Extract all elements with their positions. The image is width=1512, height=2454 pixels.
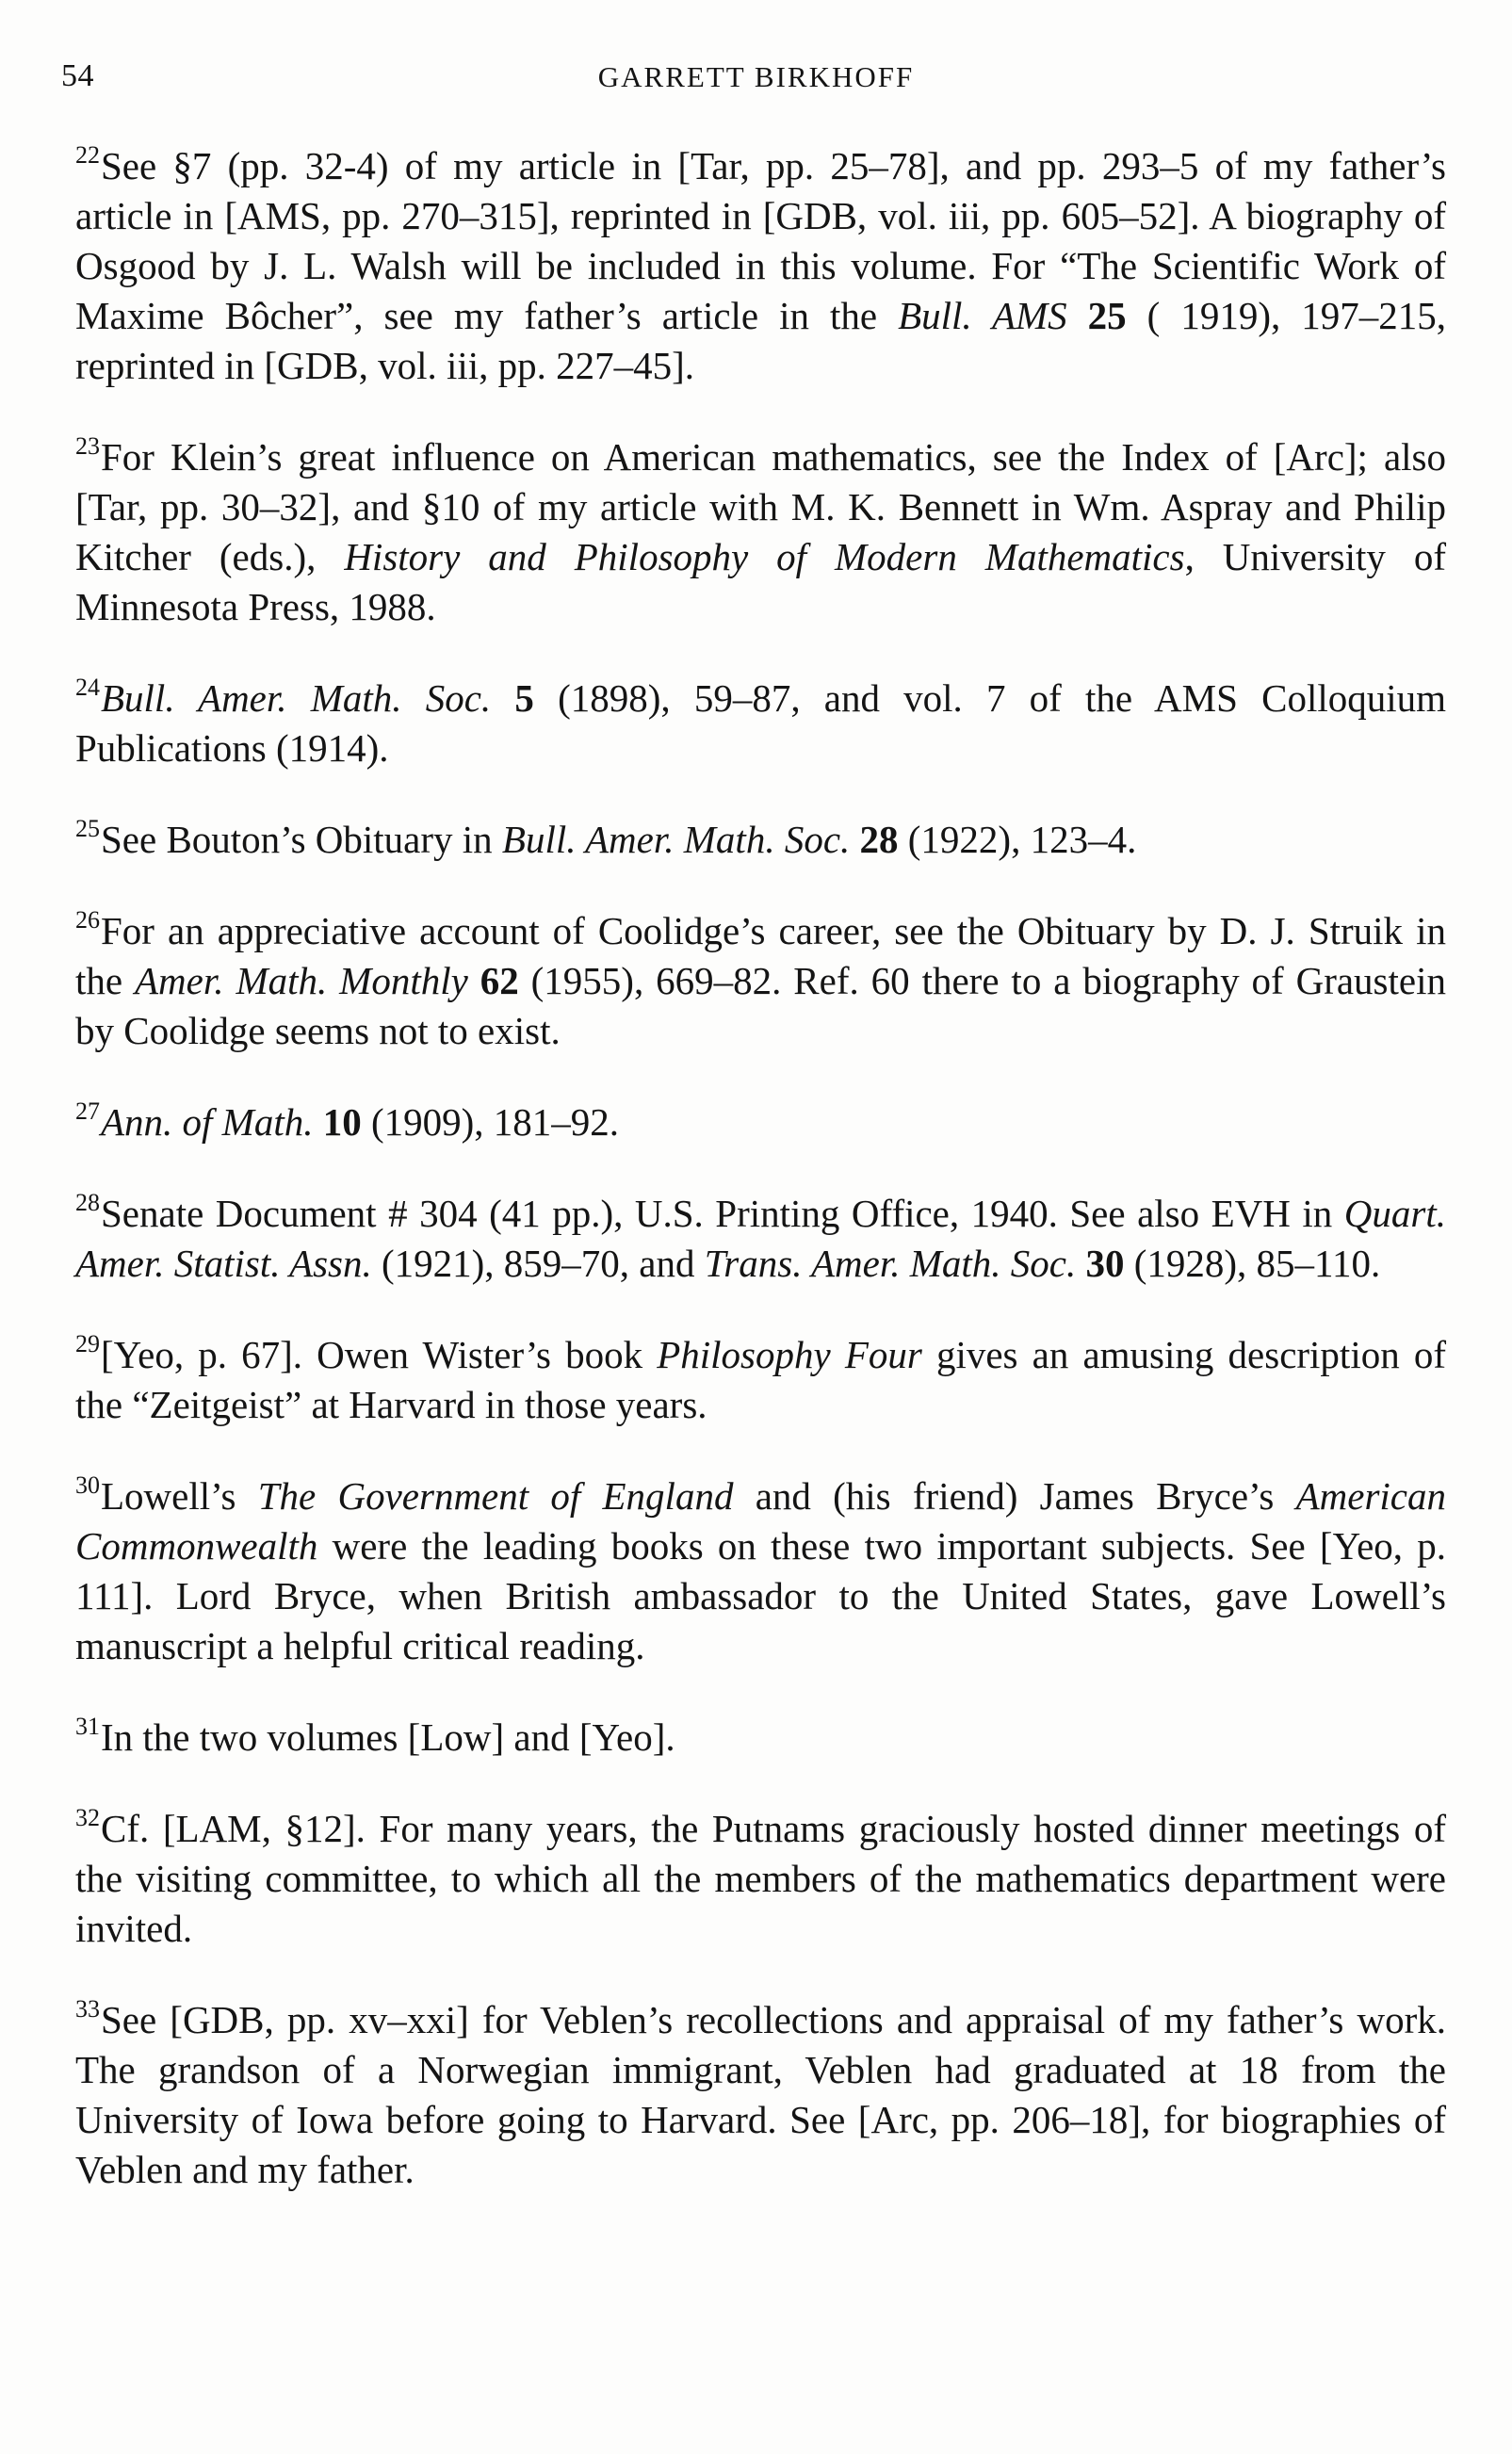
footnote-number: 30 <box>75 1471 100 1499</box>
footnote-text: gives an amusing description of the “Zeitgeist” at Harvard in those years. <box>75 1333 1446 1426</box>
footnote-text: See §7 (pp. 32-4) of my article in [Tar, pp. 25–78], and pp. 293–5 of my father’s article in [AMS, pp. 270–315], reprinted in [GDB, vol. iii, pp. 605–52]. A biography of Osgood by J. L. Walsh will be included in this volume. For “The Scientific Work of Maxime Bôcher”, see my father’s article in the <box>75 144 1446 337</box>
italic-citation: The Government of England <box>257 1474 734 1518</box>
footnote-text: and (his friend) James Bryce’s <box>733 1474 1296 1518</box>
footnote-24 <box>75 674 1446 773</box>
footnote-22 <box>75 141 1446 391</box>
volume-number: 28 <box>859 818 899 861</box>
footnote-text: Senate Document # 304 (41 pp.), U.S. Printing Office, 1940. See also EVH in <box>101 1192 1344 1235</box>
footnote-32 <box>75 1804 1446 1954</box>
footnote-number: 26 <box>75 906 100 934</box>
italic-citation: Bull. Amer. Math. Soc. <box>101 676 492 720</box>
footnote-27 <box>75 1097 1446 1147</box>
footnotes-list <box>75 141 1446 2236</box>
footnote-number: 23 <box>75 432 100 460</box>
italic-citation: Trans. Amer. Math. Soc. <box>704 1242 1077 1285</box>
page-header <box>61 58 1451 107</box>
footnote-text: Lowell’s <box>101 1474 258 1518</box>
footnote-text: (1922), 123–4. <box>898 818 1137 861</box>
running-head: GARRETT BIRKHOFF <box>597 60 915 93</box>
footnote-text: (1928), 85–110. <box>1124 1242 1381 1285</box>
italic-citation: Ann. of Math. <box>101 1100 314 1144</box>
footnote-28 <box>75 1189 1446 1289</box>
footnote-text: For Klein’s great influence on American mathematics, see the Index of [Arc]; also [Tar, pp. 30–32], and §10 of my article with M. K. Bennett in Wm. Aspray and Philip Kitcher (eds.), <box>75 435 1446 578</box>
volume-number: 10 <box>322 1100 362 1144</box>
footnote-text: (1898), 59–87, and vol. 7 of the AMS Colloquium Publications (1914). <box>75 676 1447 770</box>
footnote-text <box>313 1100 322 1144</box>
footnote-number: 27 <box>75 1097 100 1125</box>
footnote-31 <box>75 1713 1446 1763</box>
footnote-text: Cf. [LAM, §12]. For many years, the Putnams graciously hosted dinner meetings of the visiting committee, to which all the members of the mathematics department were invited. <box>75 1807 1446 1950</box>
footnote-number: 29 <box>75 1330 100 1357</box>
footnote-33 <box>75 1995 1446 2195</box>
footnote-text: (1955), 669–82. Ref. 60 there to a biography of Graustein by Coolidge seems not to exist. <box>75 959 1446 1052</box>
footnote-number: 33 <box>75 1995 100 2023</box>
footnote-text: See [GDB, pp. xv–xxi] for Veblen’s recollections and appraisal of my father’s work. The grandson of a Norwegian immigrant, Veblen had graduated at 18 from the University of Iowa before going to Harvard. See [Arc, pp. 206–18], for biographies of Veblen and my father. <box>75 1998 1446 2191</box>
italic-citation: Bull. Amer. Math. Soc. <box>501 818 851 861</box>
italic-citation: History and Philosophy of Modern Mathematics <box>344 535 1185 578</box>
footnote-number: 32 <box>75 1804 100 1831</box>
italic-citation: Bull. AMS <box>898 294 1067 337</box>
italic-citation: Amer. Math. Monthly <box>135 959 468 1002</box>
footnote-text: (1909), 181–92. <box>361 1100 620 1144</box>
footnote-number: 25 <box>75 815 100 842</box>
footnote-text: In the two volumes [Low] and [Yeo]. <box>101 1715 675 1759</box>
volume-number: 25 <box>1087 294 1127 337</box>
italic-citation: American Commonwealth <box>75 1474 1447 1568</box>
footnote-text: [Yeo, p. 67]. Owen Wister’s book <box>101 1333 658 1376</box>
footnote-text: were the leading books on these two important subjects. See [Yeo, p. 111]. Lord Bryce, when British ambassador to the United States, gave Lowell’s manuscript a helpful critical reading. <box>75 1524 1446 1667</box>
footnote-26 <box>75 906 1446 1056</box>
footnote-text: For an appreciative account of Coolidge’s career, see the Obituary by D. J. Struik in the <box>75 909 1446 1002</box>
footnote-30 <box>75 1471 1446 1671</box>
footnote-text <box>491 676 514 720</box>
footnote-25 <box>75 815 1446 865</box>
italic-citation: Philosophy Four <box>657 1333 922 1376</box>
footnote-number: 28 <box>75 1189 100 1216</box>
footnote-29 <box>75 1330 1446 1430</box>
footnote-text <box>1076 1242 1085 1285</box>
volume-number: 5 <box>514 676 534 720</box>
footnote-text: , University of Minnesota Press, 1988. <box>75 535 1447 628</box>
volume-number: 30 <box>1085 1242 1125 1285</box>
footnote-number: 31 <box>75 1713 100 1740</box>
footnote-text <box>1067 294 1088 337</box>
footnote-number: 22 <box>75 141 100 169</box>
footnote-text: ( 1919), 197–215, reprinted in [GDB, vol. iii, pp. 227–45]. <box>75 294 1446 387</box>
footnote-number: 24 <box>75 674 100 701</box>
footnote-text: (1921), 859–70, and <box>371 1242 705 1285</box>
footnote-text: See Bouton’s Obituary in <box>101 818 502 861</box>
footnote-text <box>468 959 480 1002</box>
footnote-text <box>850 818 859 861</box>
footnote-23 <box>75 432 1446 632</box>
page-number: 54 <box>61 58 94 93</box>
italic-citation: Quart. Amer. Statist. Assn. <box>75 1192 1446 1285</box>
volume-number: 62 <box>480 959 519 1002</box>
